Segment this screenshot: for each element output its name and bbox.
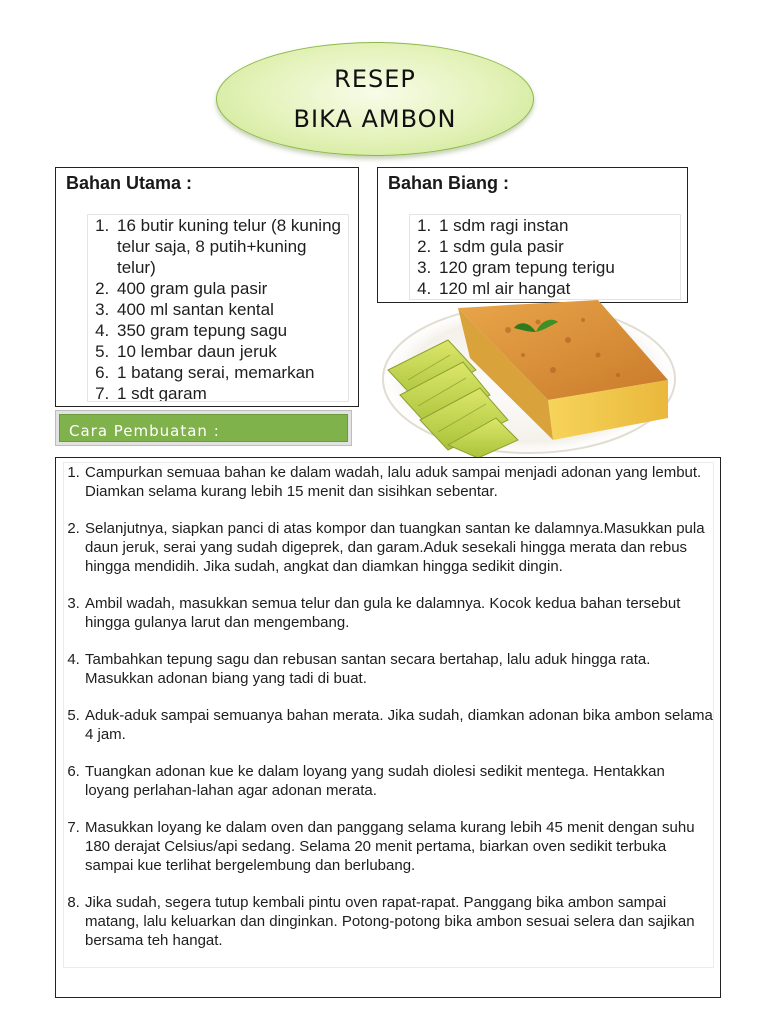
step-item: 5. Aduk-aduk sampai semuanya bahan merata. Jika sudah, diamkan adonan bika ambon selama 4 jam. — [84, 706, 713, 744]
step-item: 2. Selanjutnya, siapkan panci di atas kompor dan tuangkan santan ke dalamnya.Masukkan pula daun jeruk, serai yang sudah digeprek, dan garam.Aduk sesekali hingga merata dan rebus hingga mendidih. Jika sudah, angkat dan diamkan hingga sedikit dingin. — [84, 519, 713, 576]
list-item: 3. 120 gram tepung terigu — [436, 257, 680, 278]
step-item: 1. Campurkan semuaa bahan ke dalam wadah, lalu aduk sampai menjadi adonan yang lembut. Diamkan selama kurang lebih 15 menit dan sisihkan sebentar. — [84, 463, 713, 501]
bahan-biang-list — [409, 214, 681, 300]
list-item: 1. 1 sdm ragi instan — [436, 215, 680, 236]
list-item: 2. 1 sdm gula pasir — [436, 236, 680, 257]
cara-pembuatan-heading: Cara Pembuatan : — [69, 422, 220, 440]
list-item: 4. 120 ml air hangat — [436, 278, 680, 299]
step-item: 8. Jika sudah, segera tutup kembali pintu oven rapat-rapat. Panggang bika ambon sampai matang, lalu keluarkan dan dinginkan. Potong-potong bika ambon sesuai selera dan sajikan bersama teh hangat. — [84, 893, 713, 950]
title-oval — [216, 42, 534, 156]
cara-pembuatan-box — [55, 457, 721, 998]
list-item: 7. 1 sdt garam — [114, 383, 348, 402]
cara-pembuatan-header — [55, 410, 352, 446]
title-line-2: BIKA AMBON — [293, 105, 457, 133]
steps-list — [63, 462, 714, 968]
bahan-biang-box — [377, 167, 688, 303]
bahan-utama-heading: Bahan Utama : — [66, 173, 193, 193]
bahan-utama-list — [87, 214, 349, 402]
list-item: 5. 10 lembar daun jeruk — [114, 341, 348, 362]
list-item: 2. 400 gram gula pasir — [114, 278, 348, 299]
list-item: 3. 400 ml santan kental — [114, 299, 348, 320]
step-item: 4. Tambahkan tepung sagu dan rebusan santan secara bertahap, lalu aduk hingga rata. Masukkan adonan biang yang tadi di buat. — [84, 650, 713, 688]
bahan-utama-box — [55, 167, 359, 407]
list-item: 1. 16 butir kuning telur (8 kuning telur saja, 8 putih+kuning telur) — [114, 215, 348, 278]
step-item: 7. Masukkan loyang ke dalam oven dan panggang selama kurang lebih 45 menit dengan suhu 180 derajat Celsius/api sedang. Selama 20 menit pertama, biarkan oven sedikit terbuka sampai kue terlihat bergelembung dan berlubang. — [84, 818, 713, 875]
step-item: 3. Ambil wadah, masukkan semua telur dan gula ke dalamnya. Kocok kedua bahan tersebut hingga gulanya larut dan mengembang. — [84, 594, 713, 632]
step-item: 6. Tuangkan adonan kue ke dalam loyang yang sudah diolesi sedikit mentega. Hentakkan loyang perlahan-lahan agar adonan merata. — [84, 762, 713, 800]
title-line-1: RESEP — [334, 65, 416, 93]
list-item: 4. 350 gram tepung sagu — [114, 320, 348, 341]
bika-ambon-photo — [378, 300, 680, 458]
list-item: 6. 1 batang serai, memarkan — [114, 362, 348, 383]
bahan-biang-heading: Bahan Biang : — [388, 173, 510, 193]
